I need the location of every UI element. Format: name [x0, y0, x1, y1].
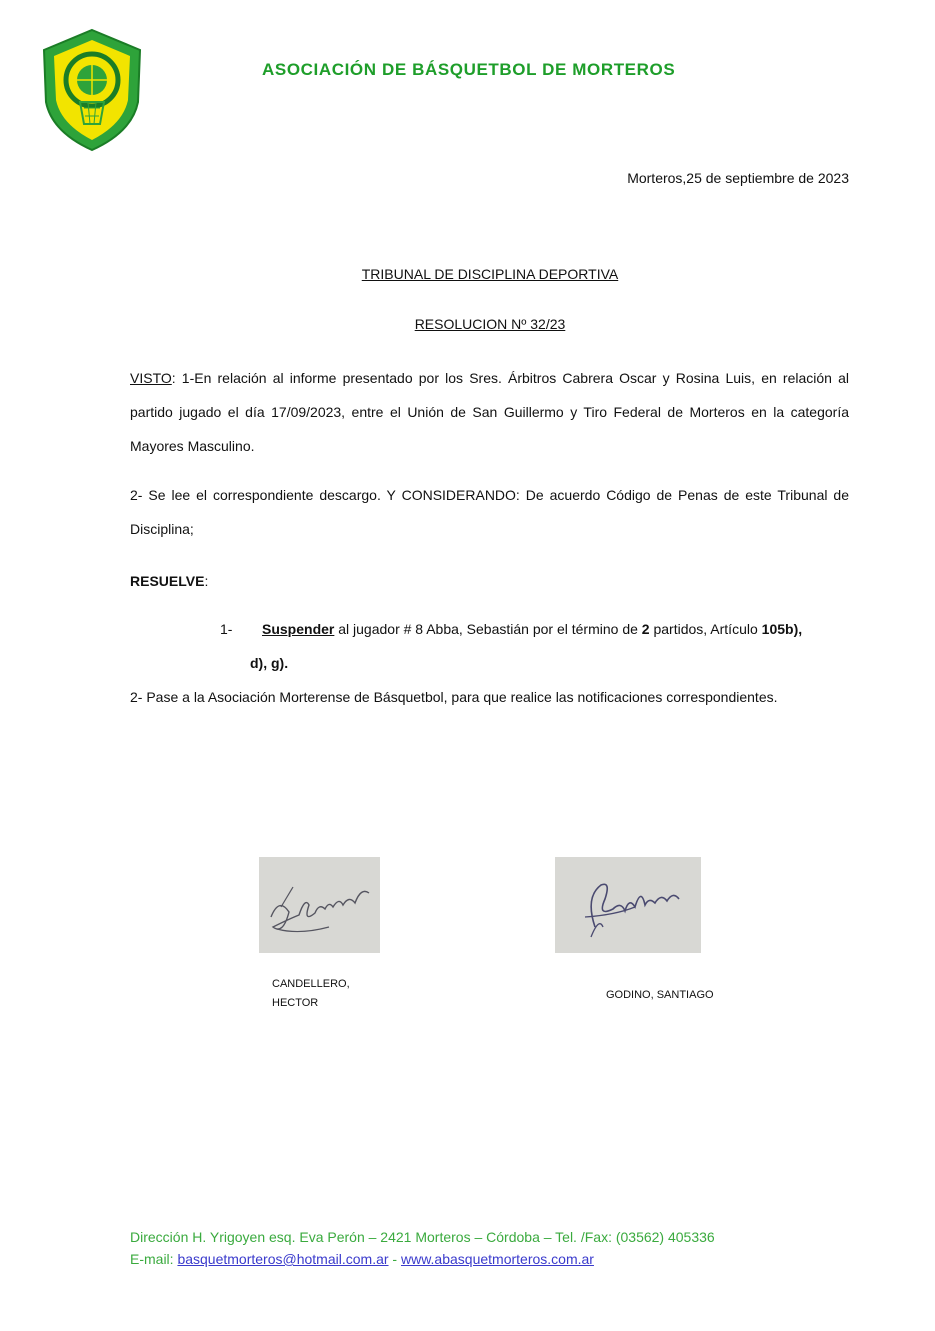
footer-separator: -	[388, 1251, 401, 1267]
item-1-article-cont: d), g).	[250, 655, 289, 671]
visto-text: : 1-En relación al informe presentado por los Sres. Árbitros Cabrera Oscar y Rosina Luis, en relación al partido jugado el día 17/09/2023, entre el Unión de San Guillermo y Tiro Federal de Morteros en la categoría Mayores Masculino.	[130, 370, 849, 454]
descargo-paragraph: 2- Se lee el correspondiente descargo. Y CONSIDERANDO: De acuerdo Código de Penas de este Tribunal de Disciplina;	[130, 487, 849, 537]
footer-email-link[interactable]: basquetmorteros@hotmail.com.ar	[177, 1251, 389, 1267]
organization-title: ASOCIACIÓN DE BÁSQUETBOL DE MORTEROS	[262, 60, 676, 79]
item-1-article: 105b),	[761, 621, 803, 637]
resuelve-colon: :	[204, 573, 209, 589]
signatory-1-line1: CANDELLERO,	[272, 978, 350, 990]
basketball-shield-logo	[40, 28, 144, 152]
footer-address: Dirección H. Yrigoyen esq. Eva Perón – 2421 Morteros – Córdoba – Tel. /Fax: (03562) 405336	[130, 1229, 715, 1245]
resuelve-heading	[130, 564, 849, 598]
visto-paragraph	[130, 361, 849, 463]
footer-email-label: E-mail:	[130, 1251, 178, 1267]
resolution-item-2: 2- Pase a la Asociación Morterense de Básquetbol, para que realice las notificaciones correspondientes.	[130, 689, 778, 705]
item-1-verb: Suspender	[262, 621, 335, 637]
signatory-1-line2: HECTOR	[272, 997, 319, 1009]
item-1-text-a: al jugador # 8 Abba, Sebastián por el término de	[334, 621, 642, 637]
item-1-count: 2	[641, 621, 650, 637]
resolution-item-1	[220, 612, 850, 680]
signatory-1-name	[272, 975, 372, 1013]
resuelve-label: RESUELVE	[130, 573, 205, 589]
document-date: Morteros,25 de septiembre de 2023	[627, 170, 849, 186]
item-1-number: 1-	[220, 621, 233, 637]
signature-godino-image	[555, 857, 701, 953]
tribunal-heading: TRIBUNAL DE DISCIPLINA DEPORTIVA	[361, 266, 619, 282]
resolution-heading: RESOLUCION Nº 32/23	[414, 316, 566, 332]
footer-website-link[interactable]: www.abasquetmorteros.com.ar	[400, 1251, 594, 1267]
signatory-2-name: GODINO, SANTIAGO	[606, 989, 714, 1001]
item-1-text-b: partidos, Artículo	[649, 621, 762, 637]
visto-label: VISTO	[130, 370, 172, 386]
signature-candellero-image	[259, 857, 380, 953]
footer-contact	[130, 1251, 594, 1267]
